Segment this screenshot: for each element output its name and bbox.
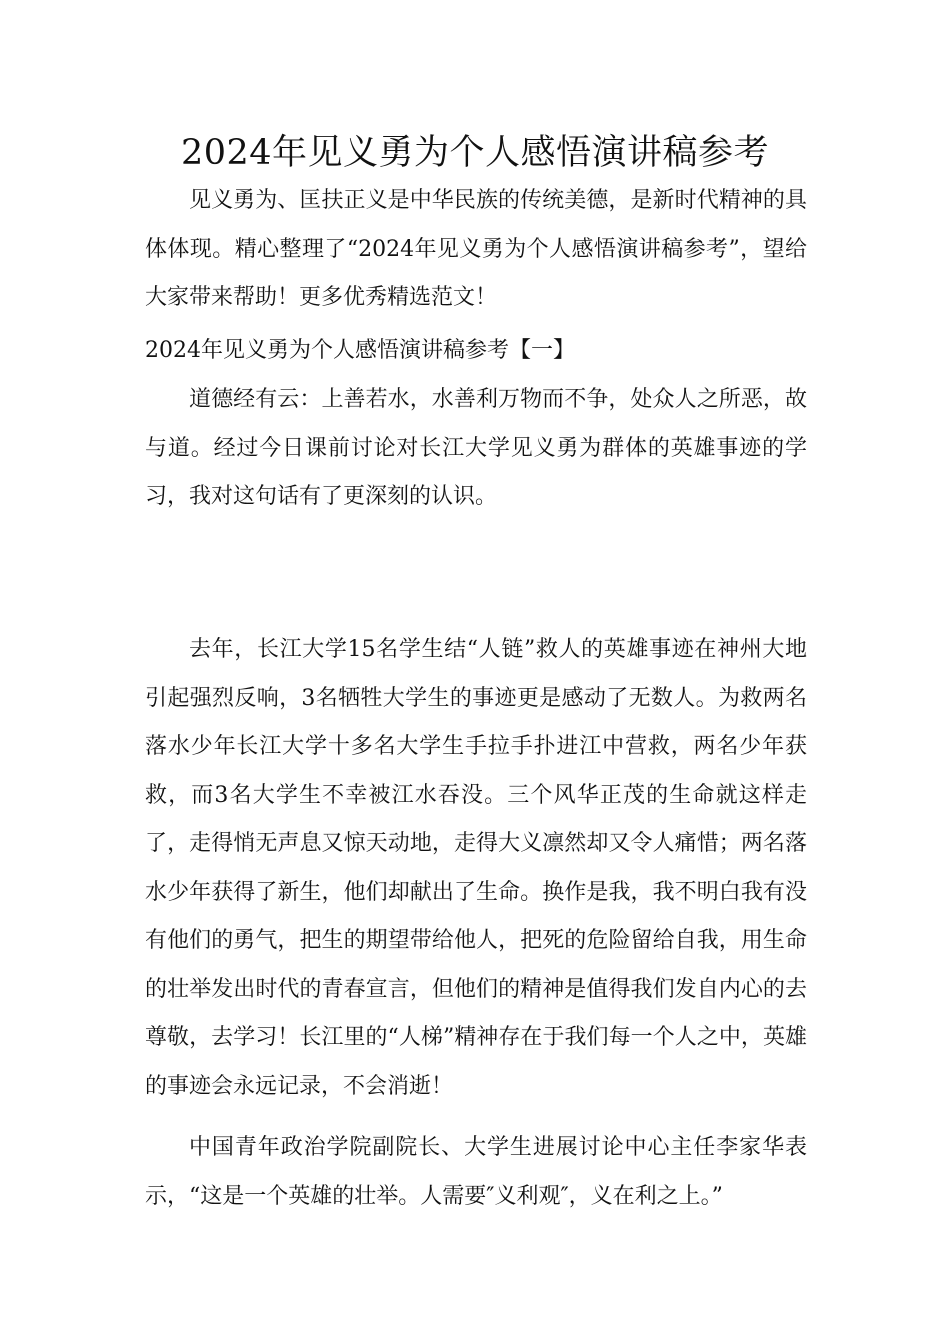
document-title: 2024年见义勇为个人感悟演讲稿参考 (180, 133, 770, 173)
section-heading: 2024年见义勇为个人感悟演讲稿参考【一】 (145, 338, 575, 363)
body-paragraph-3: 中国青年政治学院副院长、大学生进展讨论中心主任李家华表示，“这是一个英雄的壮举。人需要″义利观″，义在利之上。” (145, 1135, 807, 1209)
body-paragraph-2: 去年，长江大学15名学生结“人链”救人的英雄事迹在神州大地引起强烈反响，3名牺牲大学生的事迹更是感动了无数人。为救两名落水少年长江大学十多名大学生手拉手扑进江中营救，两名少年获救，而3名大学生不幸被江水吞没。三个风华正茂的生命就这样走了，走得悄无声息又惊天动地，走得大义凛然却又令人痛惜；两名落水少年获得了新生，他们却献出了生命。换作是我，我不明白我有没有他们的勇气，把生的期望带给他人，把死的危险留给自我，用生命的壮举发出时代的青春宣言，但他们的精神是值得我们发自内心的去尊敬，去学习！长江里的“人梯”精神存在于我们每一个人之中，英雄的事迹会永远记录，不会消逝！ (145, 637, 807, 1099)
body-paragraph-1: 道德经有云：上善若水，水善利万物而不争，处众人之所恶，故与道。经过今日课前讨论对长江大学见义勇为群体的英雄事迹的学习，我对这句话有了更深刻的认识。 (145, 387, 807, 509)
intro-paragraph: 见义勇为、匡扶正义是中华民族的传统美德，是新时代精神的具体体现。精心整理了“2024年见义勇为个人感悟演讲稿参考”，望给大家带来帮助！更多优秀精选范文！ (145, 188, 808, 310)
